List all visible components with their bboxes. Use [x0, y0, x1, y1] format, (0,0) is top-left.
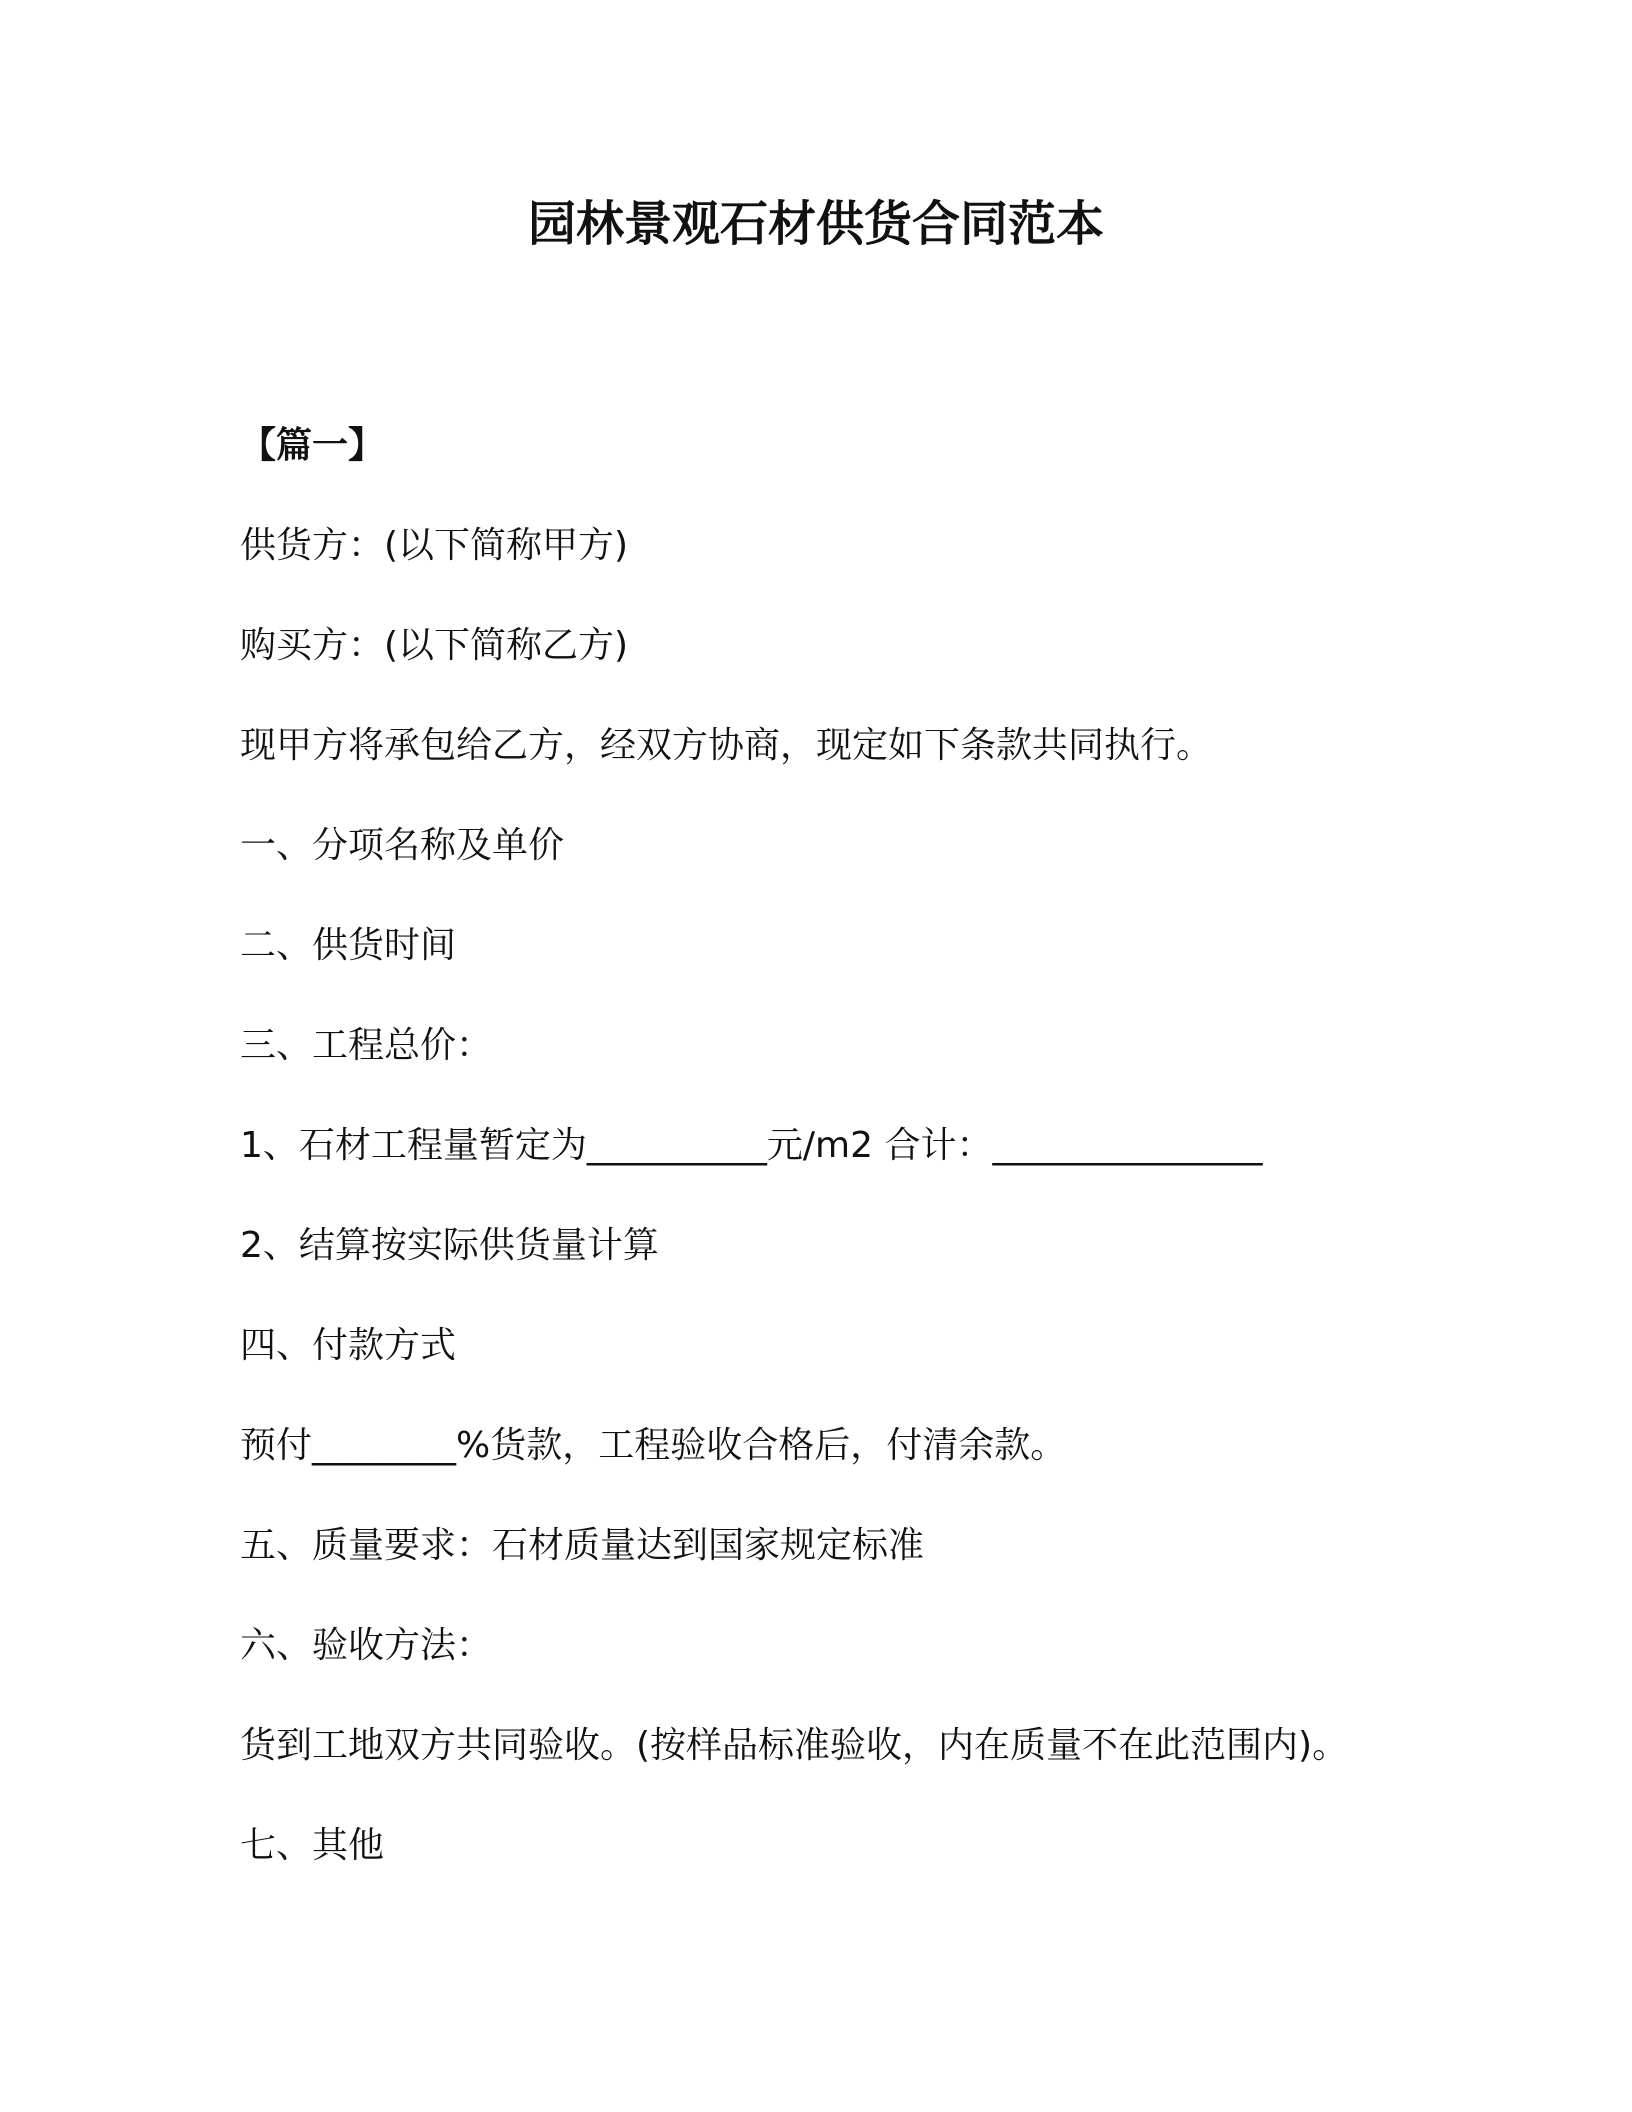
clause-6-heading: 六、验收方法：	[240, 1625, 493, 1666]
clause-2-heading: 二、供货时间	[240, 925, 457, 966]
clause-5-quality: 五、质量要求：石材质量达到国家规定标准	[240, 1525, 925, 1566]
payment-terms-line: 预付________%货款，工程验收合格后，付清余款。	[240, 1425, 1067, 1466]
section-label: 【篇一】	[240, 425, 385, 466]
buyer-line: 购买方：(以下简称乙方)	[240, 625, 629, 666]
intro-line: 现甲方将承包给乙方，经双方协商，现定如下条款共同执行。	[240, 725, 1213, 766]
clause-3-item-2: 2、结算按实际供货量计算	[240, 1225, 659, 1266]
inspection-line: 货到工地双方共同验收。(按样品标准验收，内在质量不在此范围内)。	[240, 1725, 1349, 1766]
supplier-line: 供货方：(以下简称甲方)	[240, 525, 629, 566]
clause-4-heading: 四、付款方式	[240, 1325, 457, 1366]
clause-7-heading: 七、其他	[240, 1825, 385, 1866]
clause-1-heading: 一、分项名称及单价	[240, 825, 565, 866]
clause-3-item-1: 1、石材工程量暂定为__________元/m2 合计：_______________	[240, 1125, 1263, 1166]
document-title: 园林景观石材供货合同范本	[527, 196, 1104, 252]
clause-3-heading: 三、工程总价：	[240, 1025, 493, 1066]
